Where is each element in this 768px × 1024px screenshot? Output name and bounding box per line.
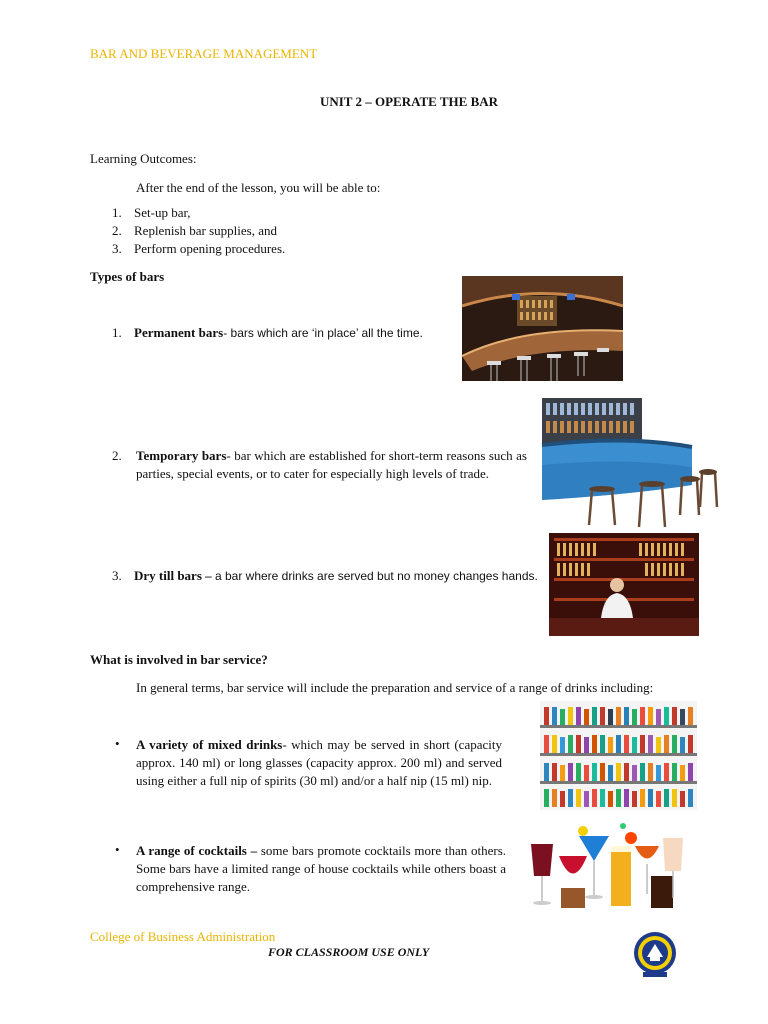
permanent-bar-photo	[462, 276, 623, 381]
type-item-dry-till: 3. Dry till bars – a bar where drinks are served but no money changes hands.	[112, 568, 538, 583]
temporary-bar-photo	[537, 395, 719, 533]
learning-outcomes-list	[112, 204, 285, 258]
type-item-permanent: 1. Permanent bars- bars which are ‘in place’ all the time.	[112, 325, 423, 340]
unit-title: UNIT 2 – OPERATE THE BAR	[319, 94, 499, 109]
list-item: 1. Set-up bar,	[112, 205, 191, 220]
bullet-dot: •	[115, 736, 120, 751]
cocktails-photo	[523, 816, 695, 914]
bullet-mixed-drinks: A variety of mixed drinks- which may be served in short (capacity approx. 140 ml) or long glasses (capacity approx. 200 ml) and served using either a full nip of spirits (30 ml) and/or a half nip (15 ml) nip.	[136, 737, 502, 788]
service-intro: In general terms, bar service will include the preparation and service of a range of drinks including:	[136, 680, 654, 695]
type-item-temporary: 2. Temporary bars- bar which are established for short-term reasons such as parties, special events, or to cater for especially high levels of trade.	[112, 448, 527, 481]
bullet-cocktails: A range of cocktails – some bars promote cocktails more than others. Some bars have a limited range of house cocktails while others boast a comprehensive range.	[136, 843, 506, 894]
list-item: 2. Replenish bar supplies, and	[112, 223, 277, 238]
mixed-drinks-photo	[540, 701, 697, 810]
list-item: 3. Perform opening procedures.	[112, 241, 286, 256]
bullet-dot: •	[115, 842, 120, 857]
footer-college: College of Business Administration	[90, 929, 276, 944]
types-heading: Types of bars	[90, 269, 165, 284]
learning-outcomes-heading: Learning Outcomes:	[90, 151, 197, 166]
service-heading: What is involved in bar service?	[90, 652, 268, 667]
learning-outcomes-intro: After the end of the lesson, you will be able to:	[136, 180, 381, 195]
course-header: BAR AND BEVERAGE MANAGEMENT	[90, 46, 318, 61]
footer-notice: FOR CLASSROOM USE ONLY	[268, 945, 430, 959]
dry-till-bar-photo	[549, 533, 699, 636]
college-seal-logo	[631, 930, 679, 978]
